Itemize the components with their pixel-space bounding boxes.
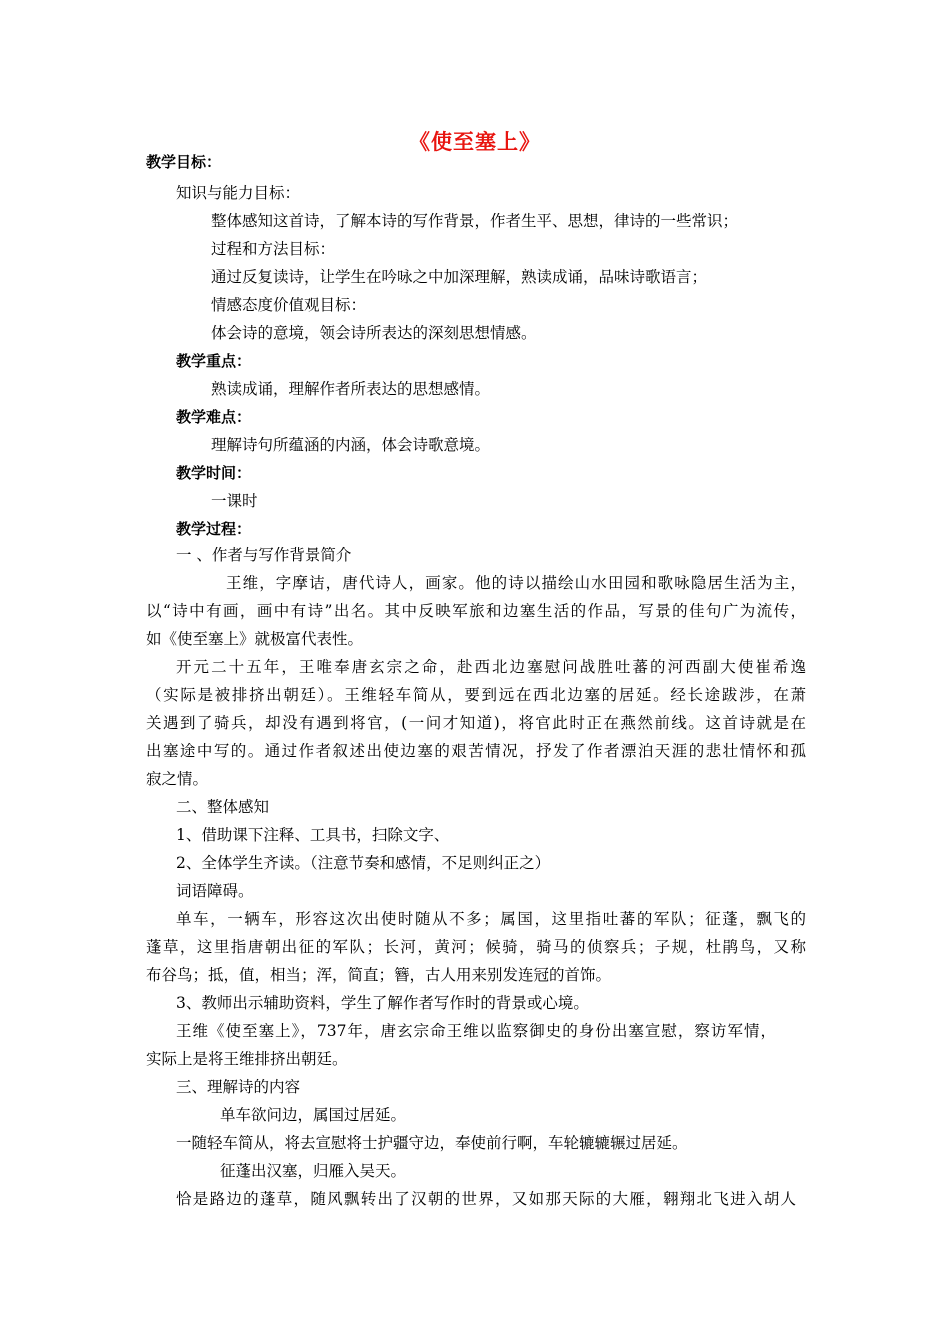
paragraph-line: 蓬草，这里指唐朝出征的军队；长河，黄河；候骑，骑马的侦察兵；子规，杜鹃鸟，又称 [146, 938, 806, 956]
paragraph-line: 如《使至塞上》就极富代表性。 [146, 630, 364, 648]
paragraph-line: 以“诗中有画，画中有诗”出名。其中反映军旅和边塞生活的作品，写景的佳句广为流传， [146, 602, 806, 620]
paragraph-line: 王维《使至塞上》，737年，唐玄宗命王维以监察御史的身份出塞宣慰，察访军情， [176, 1022, 776, 1040]
paragraph-line: 一随轻车简从，将去宣慰将士护疆守边，奉使前行啊，车轮辘辘辗过居延。 [176, 1134, 688, 1152]
section-heading: 三、理解诗的内容 [176, 1078, 301, 1096]
paragraph-line: 恰是路边的蓬草，随风飘转出了汉朝的世界，又如那天际的大雁，翱翔北飞进入胡人 [176, 1190, 796, 1208]
section-heading: 一 、作者与写作背景简介 [176, 546, 352, 564]
paragraph-line: 王维，字摩诘，唐代诗人，画家。他的诗以描绘山水田园和歌咏隐居生活为主， [226, 574, 806, 592]
heading-teaching-goals: 教学目标： [146, 153, 222, 171]
paragraph-line: 出塞途中写的。通过作者叙述出使边塞的艰苦情况，抒发了作者漂泊天涯的悲壮情怀和孤 [146, 742, 806, 760]
section-heading: 二、整体感知 [176, 798, 270, 816]
paragraph-line: 开元二十五年，王唯奉唐玄宗之命，赴西北边塞慰问战胜吐蕃的河西副大使崔希逸 [176, 658, 806, 676]
paragraph-line: 一课时 [211, 492, 258, 510]
subheading-process-goal: 过程和方法目标： [211, 240, 336, 258]
paragraph-line: 寂之情。 [146, 770, 209, 788]
paragraph-line: 词语障碍。 [176, 882, 254, 900]
paragraph-line: 实际上是将王维排挤出朝廷。 [146, 1050, 348, 1068]
paragraph-line: 关遇到了骑兵，却没有遇到将官，(一问才知道)，将官此时正在燕然前线。这首诗就是在 [146, 714, 806, 732]
subheading-emotion-goal: 情感态度价值观目标： [211, 296, 367, 314]
poem-line: 征蓬出汉塞，归雁入吴天。 [220, 1162, 407, 1180]
document-title: 《使至塞上》 [409, 130, 541, 154]
paragraph-line: 整体感知这首诗，了解本诗的写作背景，作者生平、思想，律诗的一些常识； [211, 212, 739, 230]
paragraph-line: 熟读成诵，理解作者所表达的思想感情。 [211, 380, 491, 398]
subheading-knowledge-goal: 知识与能力目标： [176, 184, 301, 202]
paragraph-line: 理解诗句所蕴涵的内涵，体会诗歌意境。 [211, 436, 491, 454]
paragraph-line: 单车，一辆车，形容这次出使时随从不多；属国，这里指吐蕃的军队；征蓬，飘飞的 [176, 910, 806, 928]
paragraph-line: 2、全体学生齐读。（注意节奏和感情，不足则纠正之） [176, 854, 551, 872]
paragraph-line: 布谷鸟；抵，值，相当；浑，简直；簪，古人用来别发连冠的首饰。 [146, 966, 612, 984]
heading-teaching-focus: 教学重点： [176, 352, 252, 370]
heading-teaching-process: 教学过程： [176, 520, 252, 538]
paragraph-line: 通过反复读诗，让学生在吟咏之中加深理解，熟读成诵，品味诗歌语言； [211, 268, 708, 286]
paragraph-line: 3、教师出示辅助资料，学生了解作者写作时的背景或心境。 [176, 994, 589, 1012]
paragraph-line: 体会诗的意境，领会诗所表达的深刻思想情感。 [211, 324, 537, 342]
paragraph-line: 1、借助课下注释、工具书，扫除文字、 [176, 826, 450, 844]
heading-teaching-time: 教学时间： [176, 464, 252, 482]
poem-line: 单车欲问边，属国过居延。 [220, 1106, 407, 1124]
heading-teaching-difficulty: 教学难点： [176, 408, 252, 426]
paragraph-line: （实际是被排挤出朝廷）。王维轻车简从，要到远在西北边塞的居延。经长途跋涉，在萧 [146, 686, 806, 704]
